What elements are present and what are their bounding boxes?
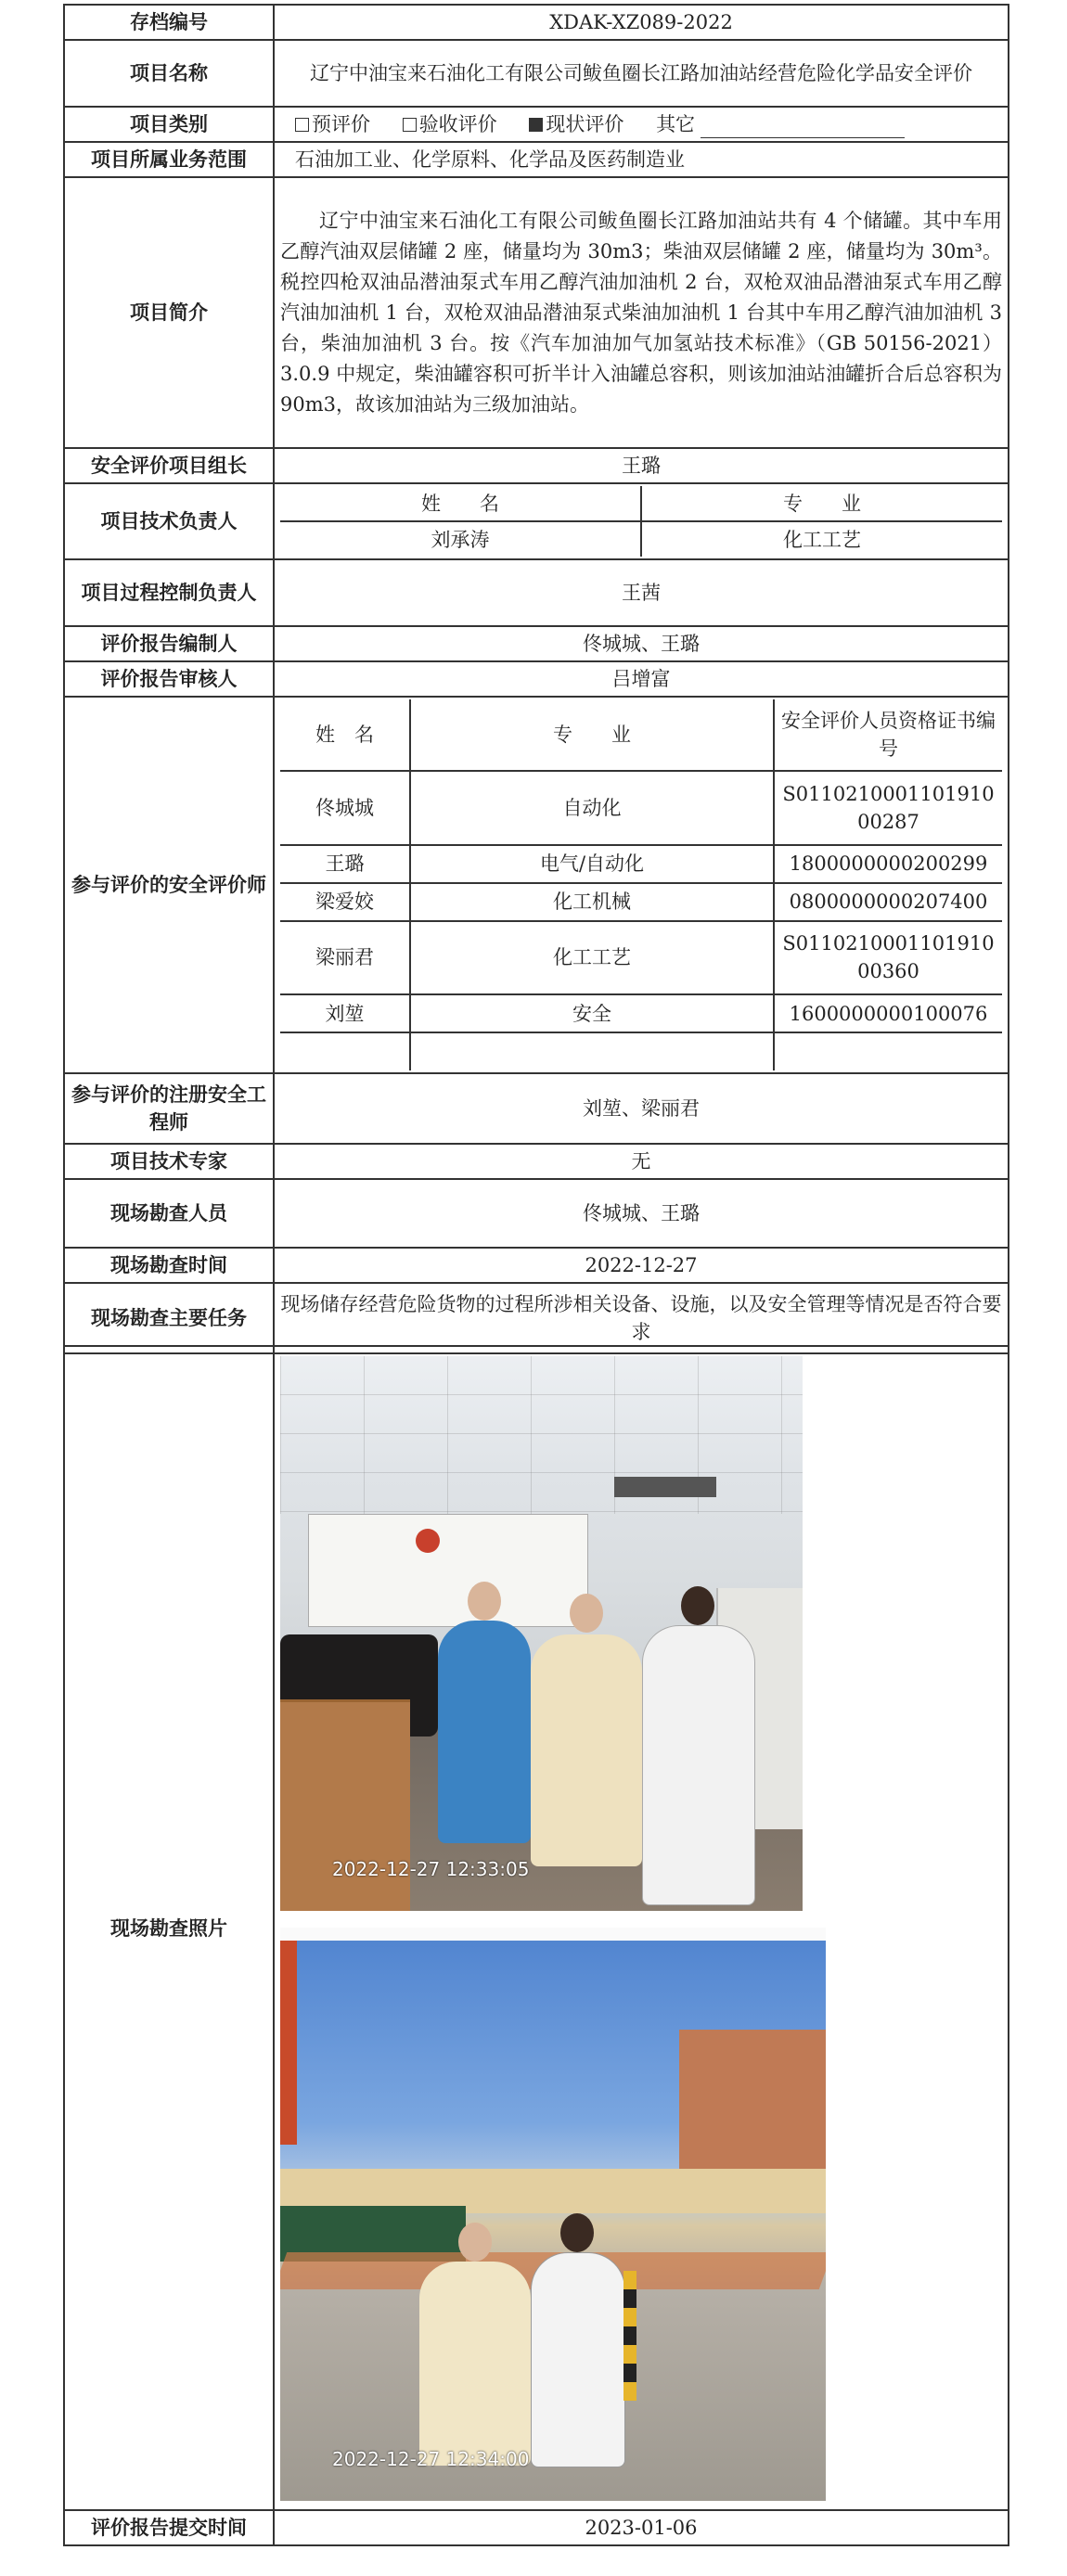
category-option-status[interactable]: 现状评价: [529, 113, 623, 135]
survey-task-value: 现场储存经营危险货物的过程所涉相关设备、设施，以及安全管理等情况是否符合要求: [274, 1283, 1009, 1353]
project-category-label: 项目类别: [64, 107, 274, 142]
assessors-table: [280, 699, 1002, 1070]
business-scope-value: 石油加工业、化学原料、化学品及医药制造业: [274, 142, 1009, 177]
red-emblem: [416, 1529, 440, 1553]
submit-time-value: 2023-01-06: [274, 2510, 1009, 2545]
wall-poster: [308, 1514, 588, 1627]
reviewer-value: 吕增富: [274, 661, 1009, 697]
photo-timestamp: 2022-12-27 12:34:00: [332, 2447, 530, 2470]
assessor-name: 梁爱姣: [280, 883, 410, 921]
assessor-major: 自动化: [410, 771, 774, 845]
tech-lead-name-header: 姓 名: [280, 486, 641, 521]
empty-cell: [280, 1032, 410, 1070]
survey-time-value: 2022-12-27: [274, 1248, 1009, 1283]
person-white-coat: [531, 2252, 625, 2467]
ceiling-grid: [280, 1356, 803, 1514]
assessor-major: 电气/自动化: [410, 845, 774, 883]
person-head: [570, 1594, 603, 1633]
checkbox-unchecked-icon: [403, 118, 417, 132]
photos-cell: [274, 1346, 1009, 2510]
survey-staff-value: 佟城城、王璐: [274, 1179, 1009, 1248]
tech-lead-table: [280, 486, 1002, 557]
tech-lead-cell: [274, 483, 1009, 559]
person-blue-jacket: [438, 1621, 531, 1843]
checkbox-checked-icon: [529, 118, 543, 132]
safety-post: [623, 2271, 636, 2401]
person-white-coat: [642, 1625, 755, 1905]
assessors-label: 参与评价的安全评价师: [64, 697, 274, 1073]
assessor-major: 化工机械: [410, 883, 774, 921]
project-name-value: 辽宁中油宝来石油化工有限公司鲅鱼圈长江路加油站经营危险化学品安全评价: [274, 40, 1009, 107]
tech-lead-major: 化工工艺: [641, 521, 1002, 557]
expert-label: 项目技术专家: [64, 1144, 274, 1179]
submit-time-label: 评价报告提交时间: [64, 2510, 274, 2545]
checkbox-unchecked-icon: [295, 118, 309, 132]
assessor-major: 安全: [410, 994, 774, 1032]
red-pillar: [280, 1941, 297, 2145]
assessor-cert: 0800000000207400: [774, 883, 1002, 921]
assessor-cert: S011021000110191000287: [774, 771, 1002, 845]
process-lead-value: 王茜: [274, 559, 1009, 626]
table-row: [280, 883, 1002, 921]
tech-lead-name: 刘承涛: [280, 521, 641, 557]
reviewer-label: 评价报告审核人: [64, 661, 274, 697]
table-row: [280, 771, 1002, 845]
person-head: [458, 2223, 492, 2262]
assessor-name: 王璐: [280, 845, 410, 883]
tech-lead-label: 项目技术负责人: [64, 483, 274, 559]
survey-task-label: 现场勘查主要任务: [64, 1283, 274, 1353]
photo-timestamp: 2022-12-27 12:33:05: [332, 1857, 530, 1880]
team-leader-value: 王璐: [274, 448, 1009, 483]
assessors-cell: [274, 697, 1009, 1073]
assessor-major: 化工工艺: [410, 921, 774, 995]
assessor-name: 佟城城: [280, 771, 410, 845]
assessor-cert: 1600000000100076: [774, 994, 1002, 1032]
expert-value: 无: [274, 1144, 1009, 1179]
person-cream-coat: [419, 2262, 531, 2466]
engineers-value: 刘堃、梁丽君: [274, 1073, 1009, 1144]
summary-label: 项目简介: [64, 177, 274, 448]
site-photo-yard: [280, 1928, 826, 2501]
survey-time-label: 现场勘查时间: [64, 1248, 274, 1283]
assessor-name-header: 姓 名: [280, 699, 410, 771]
photos-label: 现场勘查照片: [64, 1346, 274, 2510]
person-head: [468, 1582, 501, 1621]
canopy-edge: [280, 1928, 826, 1941]
assessor-major-header: 专 业: [410, 699, 774, 771]
other-blank-line: [701, 117, 905, 138]
process-lead-label: 项目过程控制负责人: [64, 559, 274, 626]
table-row: [280, 845, 1002, 883]
archive-label: 存档编号: [64, 5, 274, 40]
survey-staff-label: 现场勘查人员: [64, 1179, 274, 1248]
project-category-options: [274, 107, 1009, 142]
category-option-acceptance[interactable]: 验收评价: [403, 113, 497, 135]
table-row: [280, 921, 1002, 995]
project-info-table: [63, 4, 1009, 1354]
category-option-pre[interactable]: 预评价: [295, 113, 370, 135]
table-row-empty: [280, 1032, 1002, 1070]
brick-building: [679, 2030, 826, 2178]
summary-text: 辽宁中油宝来石油化工有限公司鲅鱼圈长江路加油站共有 4 个储罐。其中车用乙醇汽油双层储罐 2 座，储量均为 30m3；柴油双层储罐 2 座，储量均为 30m³。税控四枪双油品潜油泵式车用乙醇汽油加油机 2 台，双枪双油品潜油泵式车用乙醇汽油加油机 1 台，双枪双油品潜油泵式柴油加油机 1 台其中车用乙醇汽油加油机 3 台，柴油加油机 3 台。按《汽车加油加气加氢站技术标准》（GB 50156-2021）3.0.9 中规定，柴油罐容积可折半计入油罐总容积，则该加油站油罐折合后总容积为 90m3，故该加油站为三级加油站。: [274, 177, 1009, 448]
table-row: [280, 994, 1002, 1032]
tech-lead-major-header: 专 业: [641, 486, 1002, 521]
person-cream-coat: [531, 1634, 642, 1866]
person-head: [560, 2213, 594, 2252]
archive-number: XDAK-XZ089-2022: [274, 5, 1009, 40]
compiler-label: 评价报告编制人: [64, 626, 274, 661]
ceiling-vent: [614, 1477, 716, 1497]
assessor-cert-header: 安全评价人员资格证书编号: [774, 699, 1002, 771]
empty-cell: [774, 1032, 1002, 1070]
site-photo-office: [280, 1356, 803, 1911]
category-option-other: 其它: [656, 113, 696, 135]
project-name-label: 项目名称: [64, 40, 274, 107]
assessor-cert: S011021000110191000360: [774, 921, 1002, 995]
empty-cell: [410, 1032, 774, 1070]
photos-table: [63, 1345, 1009, 2546]
team-leader-label: 安全评价项目组长: [64, 448, 274, 483]
assessor-cert: 1800000000200299: [774, 845, 1002, 883]
business-scope-label: 项目所属业务范围: [64, 142, 274, 177]
engineers-label: 参与评价的注册安全工程师: [64, 1073, 274, 1144]
assessor-name: 梁丽君: [280, 921, 410, 995]
compiler-value: 佟城城、王璐: [274, 626, 1009, 661]
assessor-name: 刘堃: [280, 994, 410, 1032]
person-head: [681, 1586, 714, 1625]
